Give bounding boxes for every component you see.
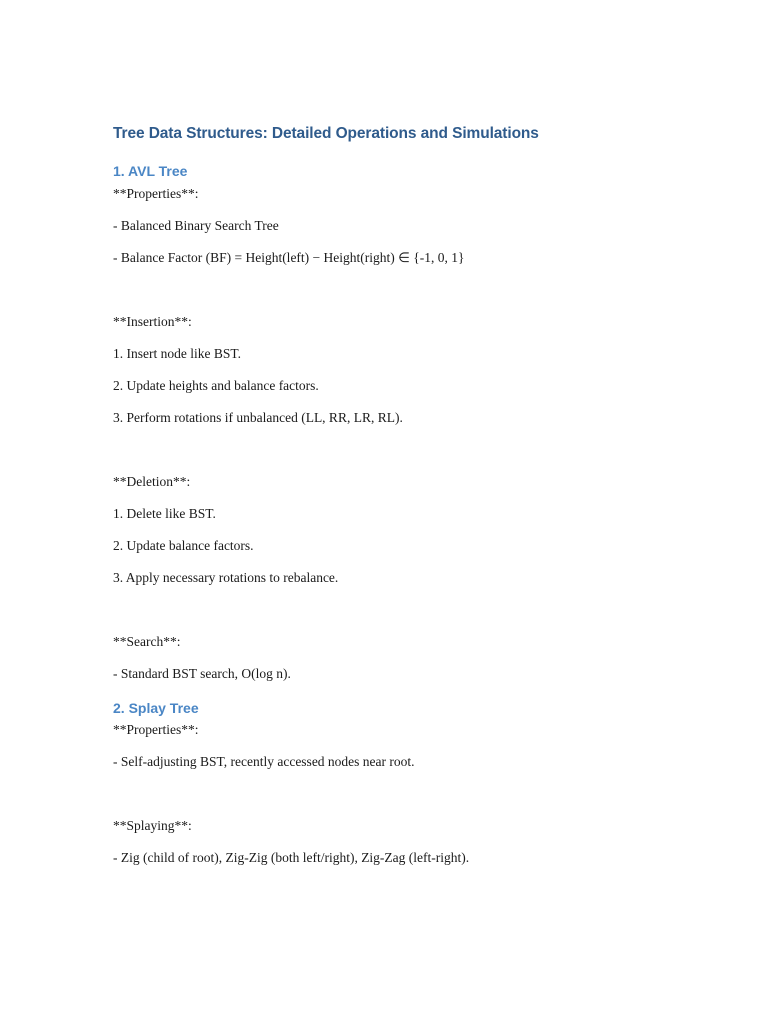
avl-deletion-label: **Deletion**: <box>113 474 191 489</box>
avl-deletion-step: 2. Update balance factors. <box>113 538 254 553</box>
splay-splaying-line: - Zig (child of root), Zig-Zig (both left/right), Zig-Zag (left-right). <box>113 850 470 865</box>
avl-search-line: - Standard BST search, O(log n). <box>113 666 291 681</box>
splay-properties-label: **Properties**: <box>113 722 199 737</box>
avl-insertion-step: 1. Insert node like BST. <box>113 346 241 361</box>
splay-splaying-label: **Splaying**: <box>113 818 192 833</box>
section-heading-splay-tree: 2. Splay Tree <box>113 700 199 716</box>
avl-search-label: **Search**: <box>113 634 181 649</box>
document-title: Tree Data Structures: Detailed Operations and Simulations <box>113 125 539 142</box>
avl-properties-label: **Properties**: <box>113 186 199 201</box>
avl-property-line: - Balanced Binary Search Tree <box>113 218 279 233</box>
splay-property-line: - Self-adjusting BST, recently accessed nodes near root. <box>113 754 415 769</box>
avl-deletion-step: 1. Delete like BST. <box>113 506 216 521</box>
avl-property-line: - Balance Factor (BF) = Height(left) − Height(right) ∈ {-1, 0, 1} <box>113 250 465 265</box>
section-heading-avl-tree: 1. AVL Tree <box>113 163 188 179</box>
avl-insertion-label: **Insertion**: <box>113 314 192 329</box>
avl-deletion-step: 3. Apply necessary rotations to rebalance. <box>113 570 339 585</box>
avl-insertion-step: 2. Update heights and balance factors. <box>113 378 319 393</box>
avl-insertion-step: 3. Perform rotations if unbalanced (LL, RR, LR, RL). <box>113 410 403 425</box>
